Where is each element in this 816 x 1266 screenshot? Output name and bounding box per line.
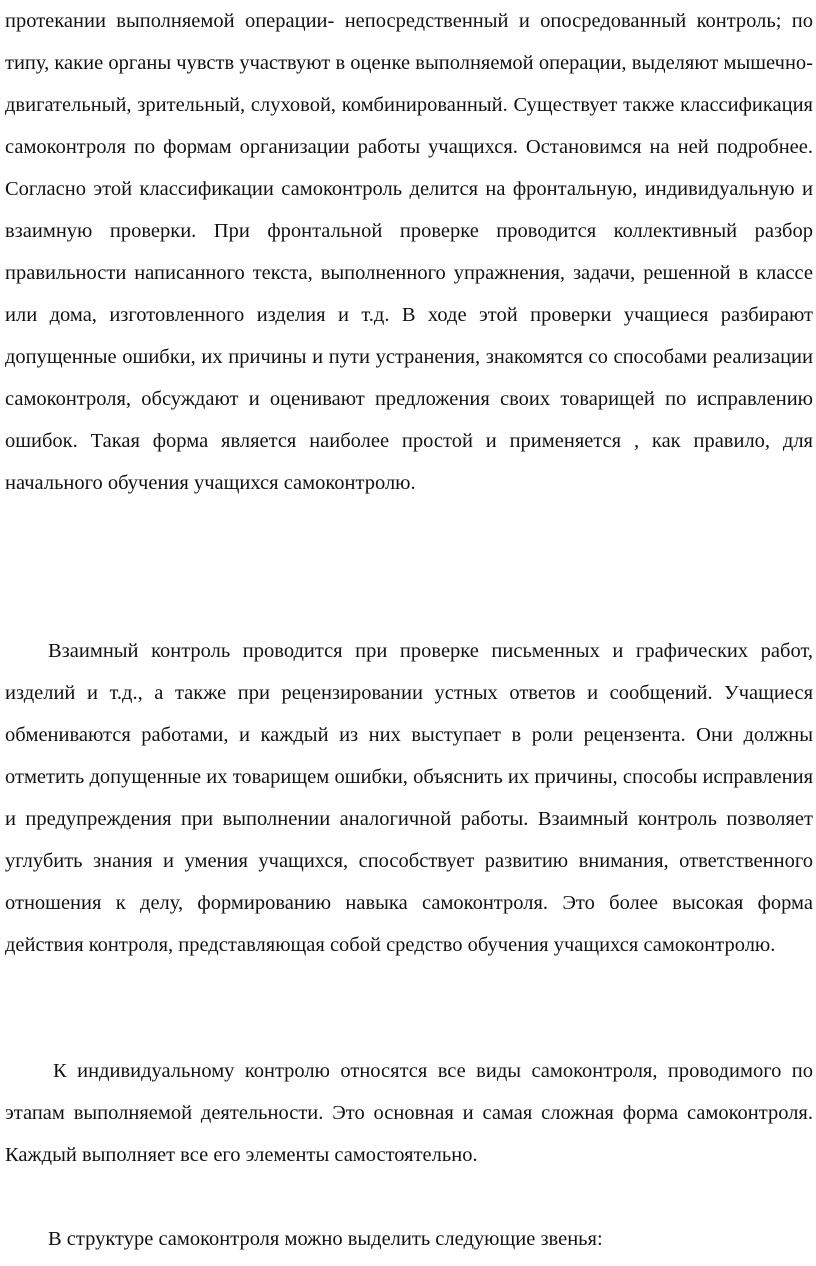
paragraph-mutual-control: Взаимный контроль проводится при проверке письменных и графических работ, изделий и т.д., а также при рецензировании устных ответов и сообщений. Учащиеся обмениваются работами, и каждый из них выступает в роли рецензента. Они должны отметить допущенные их товарищем ошибки, объяснить их причины, способы исправления и предупреждения при выполнении аналогичной работы. Взаимный контроль позволяет углубить знания и умения учащихся, способствует развитию внимания, ответственного отношения к делу, формированию навыка самоконтроля. Это более высокая форма действия контроля, представляющая собой средство обучения учащихся самоконтролю.: [5, 640, 813, 956]
paragraph-classification-continuation: протекании выполняемой операции- непосредственный и опосредованный контроль; по типу, какие органы чувств участвуют в оценке выполняемой операции, выделяют мышечно- двигательный, зрительный, слуховой, комбинированный. Существует также классификация самоконтроля по формам организации работы учащихся. Остановимся на ней подробнее. Согласно этой классификации самоконтроль делится на фронтальную, индивидуальную и взаимную проверки. При фронтальной проверке проводится коллективный разбор правильности написанного текста, выполненного упражнения, задачи, решенной в классе или дома, изготовленного изделия и т.д. В ходе этой проверки учащиеся разбирают допущенные ошибки, их причины и пути устранения, знакомятся со способами реализации самоконтроля, обсуждают и оценивают предложения своих товарищей по исправлению ошибок. Такая форма является наиболее простой и применяется , как правило, для начального обучения учащихся самоконтролю.: [5, 10, 813, 494]
paragraph-individual-control: К индивидуальному контролю относятся все виды самоконтроля, проводимого по этапам выполняемой деятельности. Это основная и самая сложная форма самоконтроля. Каждый выполняет все его элементы самостоятельно.: [5, 1060, 813, 1166]
paragraph-structure-intro: В структуре самоконтроля можно выделить следующие звенья:: [48, 1228, 603, 1250]
